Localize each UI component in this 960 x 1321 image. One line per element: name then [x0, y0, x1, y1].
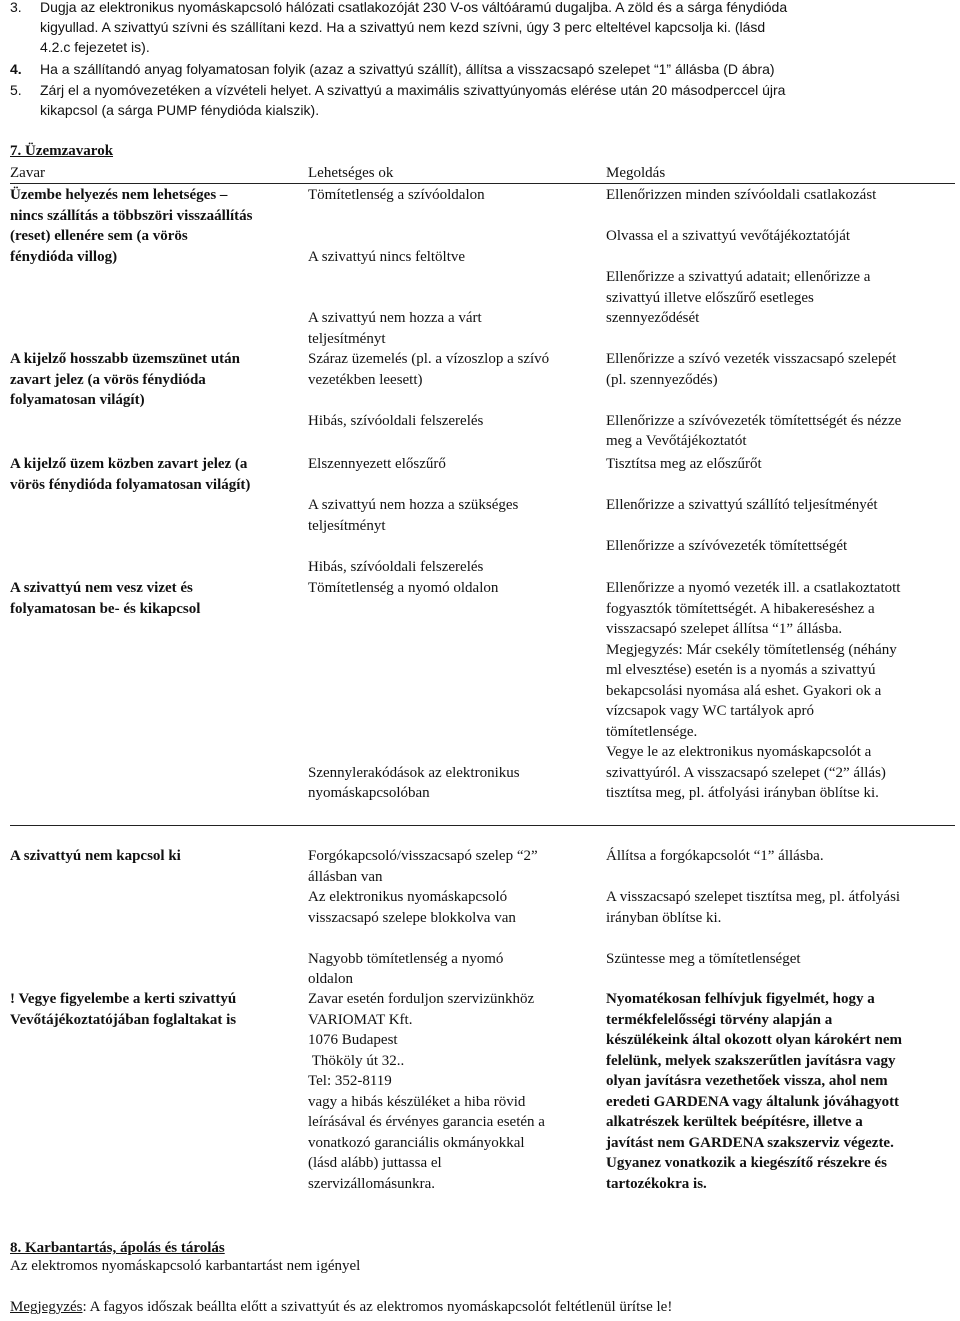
section-7-heading-text: 7. Üzemzavarok	[10, 143, 114, 159]
row-2-okok: Száraz üzemelés (pl. a vízoszlop a szívó vezetékben leesett) Hibás, szívóoldali felszerelés	[308, 351, 550, 429]
row-2-zavar: A kijelző hosszabb üzemszünet után zavart jelez (a vörös fénydióda folyamatosan világít)	[10, 351, 241, 408]
section-8-heading-text: 8. Karbantartás, ápolás és tárolás	[10, 1240, 225, 1256]
row-5-zavar: A szivattyú nem kapcsol ki	[10, 848, 181, 864]
column-header-zavar: Zavar	[10, 165, 45, 181]
intro-item-3-number: 3.	[10, 0, 22, 15]
footer-note-label: Megjegyzés	[10, 1299, 83, 1315]
header-divider	[10, 183, 955, 184]
row-3-okok: Elszennyezett előszűrő A szivattyú nem hozza a szükséges teljesítményt Hibás, szívóoldali felszerelés	[308, 456, 519, 575]
row-1-zavar: Üzembe helyezés nem lehetséges – nincs szállítás a többszöri visszaállítás (reset) ellenére sem (a vörös fénydióda villog)	[10, 187, 253, 265]
intro-item-4-number: 4.	[10, 61, 22, 77]
row-6-okok: Zavar esetén forduljon szervizünkhöz VARIOMAT Kft. 1076 Budapest Thököly út 32.. Tel: 352-8119 vagy a hibás készüléket a hiba rövid leírásával és érvényes garancia esetén a vonatkozó garanciális okmányokkal (lásd alább) juttassa el szervizállomásunkra.	[308, 991, 545, 1192]
intro-item-4-text: Ha a szállítandó anyag folyamatosan folyik (azaz a szivattyú szállít), állítsa a visszacsapó szelepet “1” állásba (D ábra)	[40, 61, 775, 77]
row-1-okok: Tömítetlenség a szívóoldalon A szivattyú nincs feltöltve A szivattyú nem hozza a várt teljesítményt	[308, 187, 485, 347]
row-4-zavar: A szivattyú nem vesz vizet és folyamatosan be- és kikapcsol	[10, 580, 201, 617]
row-4-megoldas: Ellenőrizze a nyomó vezeték ill. a csatlakoztatott fogyasztók tömítettségét. A hibakereséshez a visszacsapó szelepet állítsa “1” állásba. Megjegyzés: Már csekély tömítetlenség (néhány ml elvesztése) esetén is a nyomás a szivattyú bekapcsolási nyomása alá eshet. Gyakori ok a vízcsapok vagy WC tartályok apró tömítetlensége. Vegye le az elektronikus nyomáskapcsolót a szivattyúról. A visszacsapó szelepet (“2” állás) tisztítsa meg, pl. átfolyási irányban öblítse ki.	[606, 580, 901, 801]
row-3-megoldas: Tisztítsa meg az előszűrőt Ellenőrizze a szivattyú szállító teljesítményét Ellenőrizze a szívóvezeték tömítettségét	[606, 456, 878, 554]
intro-item-5-text: Zárj el a nyomóvezetéken a vízvételi helyet. A szivattyú a maximális szivattyúnyomás elérése után 20 másodperccel újra kikapcsol (a sárga PUMP fénydióda kialszik).	[40, 82, 786, 118]
row-2-megoldas: Ellenőrizze a szívó vezeték visszacsapó szelepét (pl. szennyeződés) Ellenőrizze a szívóvezeték tömítettségét és nézze meg a Vevőtájékoztatót	[606, 351, 902, 449]
row-3-zavar: A kijelző üzem közben zavart jelez (a vörös fénydióda folyamatosan világít)	[10, 456, 251, 493]
section-8-text: Az elektromos nyomáskapcsoló karbantartást nem igényel	[10, 1258, 361, 1274]
column-header-megoldas: Megoldás	[606, 165, 666, 181]
row-1-megoldas: Ellenőrizzen minden szívóoldali csatlakozást Olvassa el a szivattyú vevőtájékoztatóját Ellenőrizze a szivattyú adatait; ellenőrizze a szivattyú illetve előszűrő esetleges szennyeződését	[606, 187, 877, 326]
row-4-okok: Tömítetlenség a nyomó oldalon Szennylerakódások az elektronikus nyomáskapcsolóban	[308, 580, 520, 801]
row-6-megoldas: Nyomatékosan felhívjuk figyelmét, hogy a termékfelelősségi törvény alapján a készülékeink által okozott olyan károkért nem felelünk, melyek szakszerűtlen javításra vagy olyan javításra vezethetőek vissza, ahol nem eredeti GARDENA vagy általunk jóváhagyott alkatrészek kerültek beépítésre, illetve a javítást nem GARDENA szakszerviz végezte. Ugyanez vonatkozik a kiegészítő részekre és tartozékokra is.	[606, 991, 902, 1192]
section-7-heading	[10, 141, 113, 162]
row-6-zavar: ! Vegye figyelembe a kerti szivattyú Vevőtájékoztatójában foglaltakat is	[10, 991, 237, 1028]
footer-note	[10, 1297, 672, 1318]
footer-note-text: : A fagyos időszak beállta előtt a szivattyút és az elektromos nyomáskapcsolót feltétlenül ürítse le!	[82, 1299, 673, 1315]
intro-item-3-text: Dugja az elektronikus nyomáskapcsoló hálózati csatlakozóját 230 V-os váltóáramú dugaljba. A zöld és a sárga fénydióda kigyullad. A szivattyú szívni és szállítani kezd. Ha a szivattyú nem kezd szívni, úgy 3 perc elteltével kapcsolja ki. (lásd 4.2.c fejezetet is).	[40, 0, 788, 55]
column-header-lehetseges-ok: Lehetséges ok	[308, 165, 394, 181]
intro-item-5-number: 5.	[10, 82, 22, 98]
row-5-megoldas: Állítsa a forgókapcsolót “1” állásba. A visszacsapó szelepet tisztítsa meg, pl. átfolyási irányban öblítse ki. Szüntesse meg a tömítetlenséget	[606, 848, 901, 967]
table-divider	[10, 825, 955, 826]
row-5-okok: Forgókapcsoló/visszacsapó szelep “2” állásban van Az elektronikus nyomáskapcsoló visszacsapó szelepe blokkolva van Nagyobb tömítetlenség a nyomó oldalon	[308, 848, 538, 987]
